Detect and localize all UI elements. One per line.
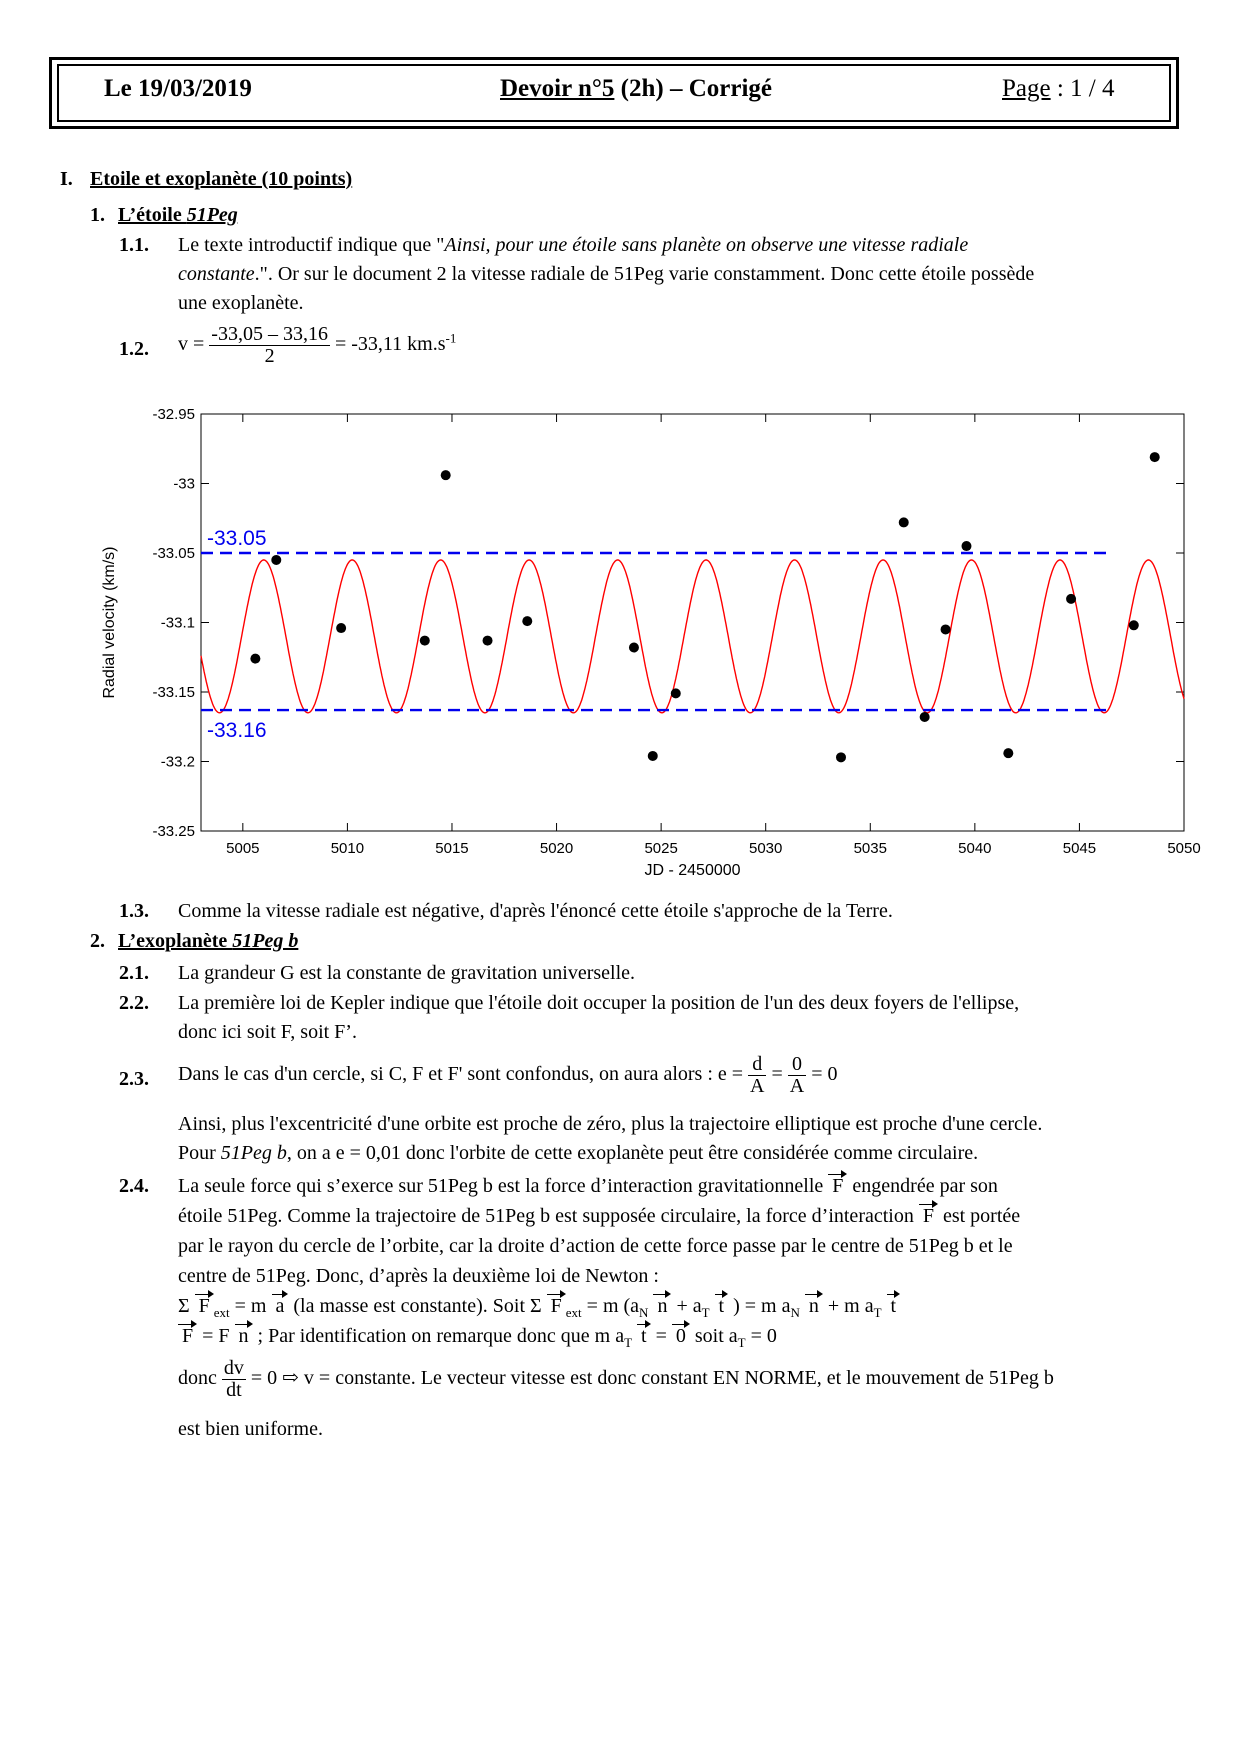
q13-label: 1.3.: [119, 900, 149, 922]
y-tick-label: -33.15: [152, 684, 195, 701]
min-line-label: -33.16: [207, 719, 267, 743]
q24-l6-end: soit a: [689, 1325, 738, 1347]
vector-t: t: [637, 1325, 651, 1348]
q12-v-eq: v =: [178, 333, 210, 356]
q24-l1-post: engendrée par son: [847, 1175, 998, 1197]
sub-N: N: [639, 1305, 649, 1320]
header-date: Le 19/03/2019: [104, 75, 252, 102]
dv: dv: [223, 1357, 244, 1379]
part2-number: 2.: [90, 930, 105, 952]
q23-fraction-1: [748, 1054, 766, 1097]
q11-line2: [178, 263, 1034, 286]
eq-F: = F: [197, 1325, 235, 1347]
vector-F: F: [919, 1205, 938, 1228]
q24-line6: [178, 1325, 777, 1351]
q13-text: Comme la vitesse radiale est négative, d'après l'énoncé cette étoile s'approche de la Terre.: [178, 900, 893, 922]
x-tick-label: 5040: [958, 840, 992, 857]
q12-exponent: -1: [445, 330, 457, 346]
q24-l2-pre: étoile 51Peg. Comme la trajectoire de 51Peg b est supposée circulaire, la force d’interaction: [178, 1205, 919, 1227]
header-page-label: Page: [1002, 75, 1051, 102]
data-point: [899, 517, 909, 527]
q24-l6-mid: ; Par identification on remarque donc que m a: [252, 1325, 625, 1347]
max-line-label: -33.05: [207, 527, 267, 550]
data-point: [1150, 452, 1160, 462]
data-point: [250, 654, 260, 664]
header-page: [1002, 75, 1115, 103]
sub-T: T: [701, 1305, 710, 1320]
q23-post: = 0: [806, 1063, 838, 1086]
y-tick-label: -33.05: [152, 545, 195, 562]
q23-label: 2.3.: [119, 1068, 149, 1090]
part2-title-italic: 51Peg b: [232, 930, 299, 952]
q21-text: La grandeur G est la constante de gravitation universelle.: [178, 962, 636, 984]
q24-line7: [178, 1358, 1054, 1401]
section-heading: [60, 168, 73, 191]
q11-line1: [178, 234, 968, 257]
q21-label: 2.1.: [119, 962, 149, 984]
part2-title: [118, 930, 298, 953]
part1-title-italic: 51Peg: [186, 204, 238, 226]
x-axis-label: JD - 2450000: [644, 862, 741, 879]
x-tick-label: 5050: [1167, 840, 1201, 857]
data-point: [920, 712, 930, 722]
q11-l2-italic: constante: [178, 263, 255, 285]
y-tick-label: -33.25: [152, 823, 195, 840]
section-title: Etoile et exoplanète (10 points): [90, 168, 353, 190]
q12-fraction: [209, 324, 330, 367]
vector-zero: 0: [672, 1325, 690, 1348]
sub-T: T: [737, 1335, 746, 1350]
data-point: [671, 688, 681, 698]
eq-zero: = 0: [745, 1325, 777, 1347]
part1-number: 1.: [90, 204, 105, 226]
q23-pre: Dans le cas d'un cercle, si C, F et F' sont confondus, on aura alors : e =: [178, 1063, 749, 1086]
y-tick-label: -32.95: [152, 406, 195, 423]
vector-t: t: [887, 1295, 901, 1318]
sub-T: T: [873, 1305, 882, 1320]
data-point: [271, 555, 281, 565]
q23-eq: =: [766, 1063, 788, 1086]
plot-frame: [201, 414, 1184, 831]
y-axis-label: Radial velocity (km/s): [101, 546, 118, 699]
data-point: [420, 636, 430, 646]
sub-T: T: [624, 1335, 633, 1350]
donc: donc: [178, 1367, 222, 1390]
q24-l5-m-open: = m (a: [581, 1295, 640, 1317]
plus-a: + a: [671, 1295, 702, 1317]
q11-line3: une exoplanète.: [178, 292, 304, 314]
data-point: [483, 636, 493, 646]
data-point: [961, 541, 971, 551]
x-tick-label: 5020: [539, 840, 574, 857]
x-tick-label: 5045: [1062, 840, 1097, 857]
vector-F: F: [828, 1175, 847, 1198]
sub-ext: ext: [213, 1305, 230, 1320]
sub-N: N: [790, 1305, 800, 1320]
y-tick-label: -33.1: [160, 614, 195, 632]
q12-label: 1.2.: [119, 338, 149, 360]
data-point: [648, 751, 658, 761]
q11-l1-pre: Le texte introductif indique que ": [178, 234, 445, 256]
sub-ext: ext: [565, 1305, 582, 1320]
x-tick-label: 5030: [749, 840, 783, 857]
y-tick-label: -33.2: [160, 753, 195, 771]
x-tick-label: 5035: [853, 840, 887, 857]
dt: dt: [226, 1379, 242, 1401]
vector-n: n: [235, 1325, 253, 1348]
sigma: Σ: [178, 1295, 195, 1317]
q24-l1-pre: La seule force qui s’exerce sur 51Peg b est la force d’interaction gravitationnelle: [178, 1175, 829, 1197]
x-tick-label: 5005: [226, 840, 260, 857]
q23-l3-post: , on a e = 0,01 donc l'orbite de cette exoplanète peut être considérée comme circulaire.: [286, 1142, 979, 1164]
header-title-main: Devoir n°5: [500, 75, 615, 102]
data-point: [1066, 594, 1076, 604]
data-point: [836, 752, 846, 762]
q11-l2-rest: .". Or sur le document 2 la vitesse radiale de 51Peg varie constamment. Donc cette étoile possède: [254, 263, 1035, 285]
q24-l5-close: ) = m a: [733, 1295, 791, 1317]
q24-line4: centre de 51Peg. Donc, d’après la deuxième loi de Newton :: [178, 1265, 659, 1287]
radial-velocity-chart: [100, 400, 1220, 900]
vector-F: F: [547, 1295, 566, 1318]
vector-F: F: [178, 1325, 197, 1348]
data-point: [1003, 748, 1013, 758]
data-point: [522, 616, 532, 626]
vector-n: n: [805, 1295, 823, 1318]
plus-m-a: + m a: [822, 1295, 874, 1317]
q22-line2: donc ici soit F, soit F’.: [178, 1021, 357, 1043]
part1-title-prefix: L’étoile: [118, 204, 187, 226]
q24-line3: par le rayon du cercle de l’orbite, car la droite d’action de cette force passe par le centre de 51Peg b et le: [178, 1235, 1013, 1257]
q24-l2-post: est portée: [937, 1205, 1021, 1227]
data-point: [441, 470, 451, 480]
q24-line2: [178, 1205, 1020, 1228]
x-tick-label: 5015: [435, 840, 469, 857]
data-point: [941, 624, 951, 634]
q24-label: 2.4.: [119, 1175, 149, 1197]
eq: =: [650, 1325, 672, 1347]
q11-label: 1.1.: [119, 234, 149, 256]
q23-l3-italic: 51Peg b: [220, 1142, 287, 1164]
q22-line1: La première loi de Kepler indique que l'étoile doit occuper la position de l'un des deux foyers de l'ellipse,: [178, 992, 1020, 1014]
q24-line8: est bien uniforme.: [178, 1418, 323, 1440]
q23-line3: [178, 1142, 978, 1165]
q23-f1-num: d: [748, 1054, 766, 1076]
vector-F: F: [195, 1295, 214, 1318]
q23-fraction-2: [788, 1054, 806, 1097]
header-page-value: : 1 / 4: [1050, 75, 1115, 102]
q23-line2: Ainsi, plus l'excentricité d'une orbite est proche de zéro, plus la trajectoire elliptique est proche d'une cercle.: [178, 1113, 1043, 1135]
x-tick-label: 5010: [330, 840, 365, 857]
q23-formula: [178, 1054, 838, 1097]
part2-title-prefix: L’exoplanète: [118, 930, 233, 952]
q12-numerator: -33,05 – 33,16: [211, 323, 328, 345]
x-tick-label: 5025: [644, 840, 678, 857]
vector-a: a: [272, 1295, 289, 1318]
vector-t: t: [715, 1295, 729, 1318]
q23-f2-num: 0: [788, 1054, 806, 1076]
data-point: [629, 643, 639, 653]
q23-l3-pre: Pour: [178, 1142, 221, 1164]
eq-m: = m: [229, 1295, 272, 1317]
dv-dt-fraction: [222, 1358, 246, 1401]
q24-l5-mid: (la masse est constante). Soit Σ: [288, 1295, 547, 1317]
q12-formula: [178, 324, 456, 367]
header-title: [500, 75, 772, 103]
section-number: I.: [60, 168, 73, 190]
data-point: [336, 623, 346, 633]
header-title-rest: (2h) – Corrigé: [614, 75, 772, 102]
q23-f2-den: A: [789, 1075, 805, 1097]
q24-line1: [178, 1175, 998, 1198]
q22-label: 2.2.: [119, 992, 149, 1014]
q12-denominator: 2: [264, 345, 275, 367]
data-point: [1129, 620, 1139, 630]
q24-line5: [178, 1295, 900, 1321]
part1-title: [118, 204, 238, 227]
q24-l7-post: = 0 ⇨ v = constante. Le vecteur vitesse est donc constant EN NORME, et le mouvement de 51Peg b: [245, 1367, 1054, 1390]
q11-l1-italic: Ainsi, pour une étoile sans planète on observe une vitesse radiale: [444, 234, 969, 256]
q12-result: = -33,11 km.s: [329, 333, 446, 356]
vector-n: n: [653, 1295, 671, 1318]
q23-f1-den: A: [750, 1075, 765, 1097]
y-tick-label: -33: [173, 475, 195, 493]
